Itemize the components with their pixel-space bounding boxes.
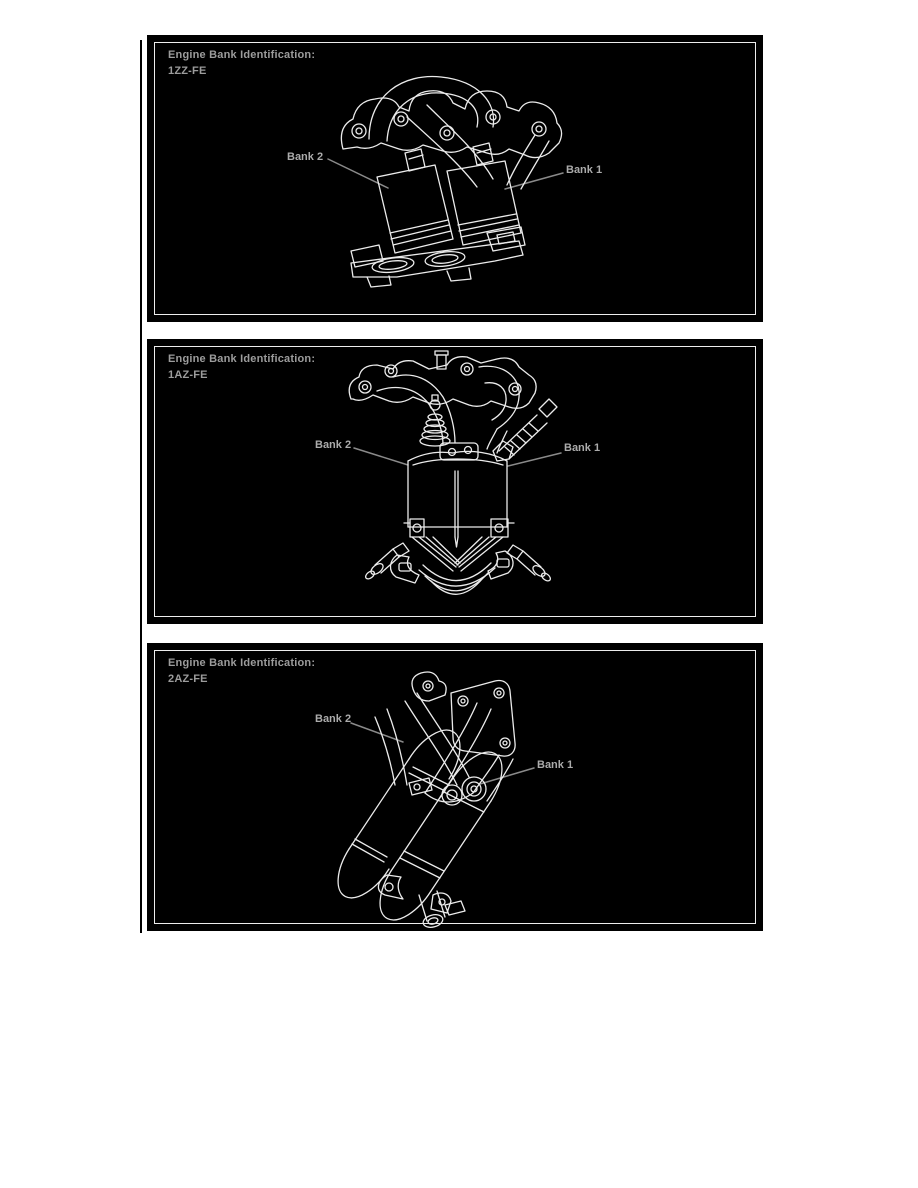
exhaust-manifold-catalytic-converter-figure-1zz	[147, 35, 763, 322]
bank2-label: Bank 2	[315, 439, 352, 451]
bank1-label: Bank 1	[537, 759, 574, 771]
header-title: Engine Bank Identification:	[168, 49, 316, 61]
panel-2az-fe	[147, 643, 763, 931]
bank1-leader-line	[508, 453, 561, 466]
header-title: Engine Bank Identification:	[168, 353, 316, 365]
bank2-label: Bank 2	[287, 151, 324, 163]
converter-body	[408, 451, 507, 547]
bank1-label: Bank 1	[564, 442, 601, 454]
oxygen-sensor	[493, 399, 557, 461]
engine-code: 1ZZ-FE	[168, 65, 207, 77]
mounting-studs	[364, 543, 552, 582]
manifold-flange	[349, 357, 536, 409]
bank2-label: Bank 2	[315, 713, 352, 725]
engine-code: 1AZ-FE	[168, 369, 208, 381]
bank1-leader-line	[505, 173, 563, 189]
header-title: Engine Bank Identification:	[168, 657, 316, 669]
engine-code: 2AZ-FE	[168, 673, 208, 685]
exhaust-manifold-catalytic-converter-figure-2az	[147, 643, 763, 931]
runner-pipes	[375, 693, 513, 802]
bank1-label: Bank 1	[566, 164, 603, 176]
bank2-leader-line	[354, 448, 408, 465]
outlet-funnel	[412, 537, 503, 594]
converter-cylinders	[338, 730, 502, 920]
outlet-bracket	[378, 875, 465, 929]
panel-1zz-fe	[147, 35, 763, 322]
exhaust-manifold-catalytic-converter-figure-1az	[147, 339, 763, 624]
page-left-rule	[140, 40, 142, 933]
manifold-flange	[341, 91, 561, 158]
panel-1az-fe	[147, 339, 763, 624]
